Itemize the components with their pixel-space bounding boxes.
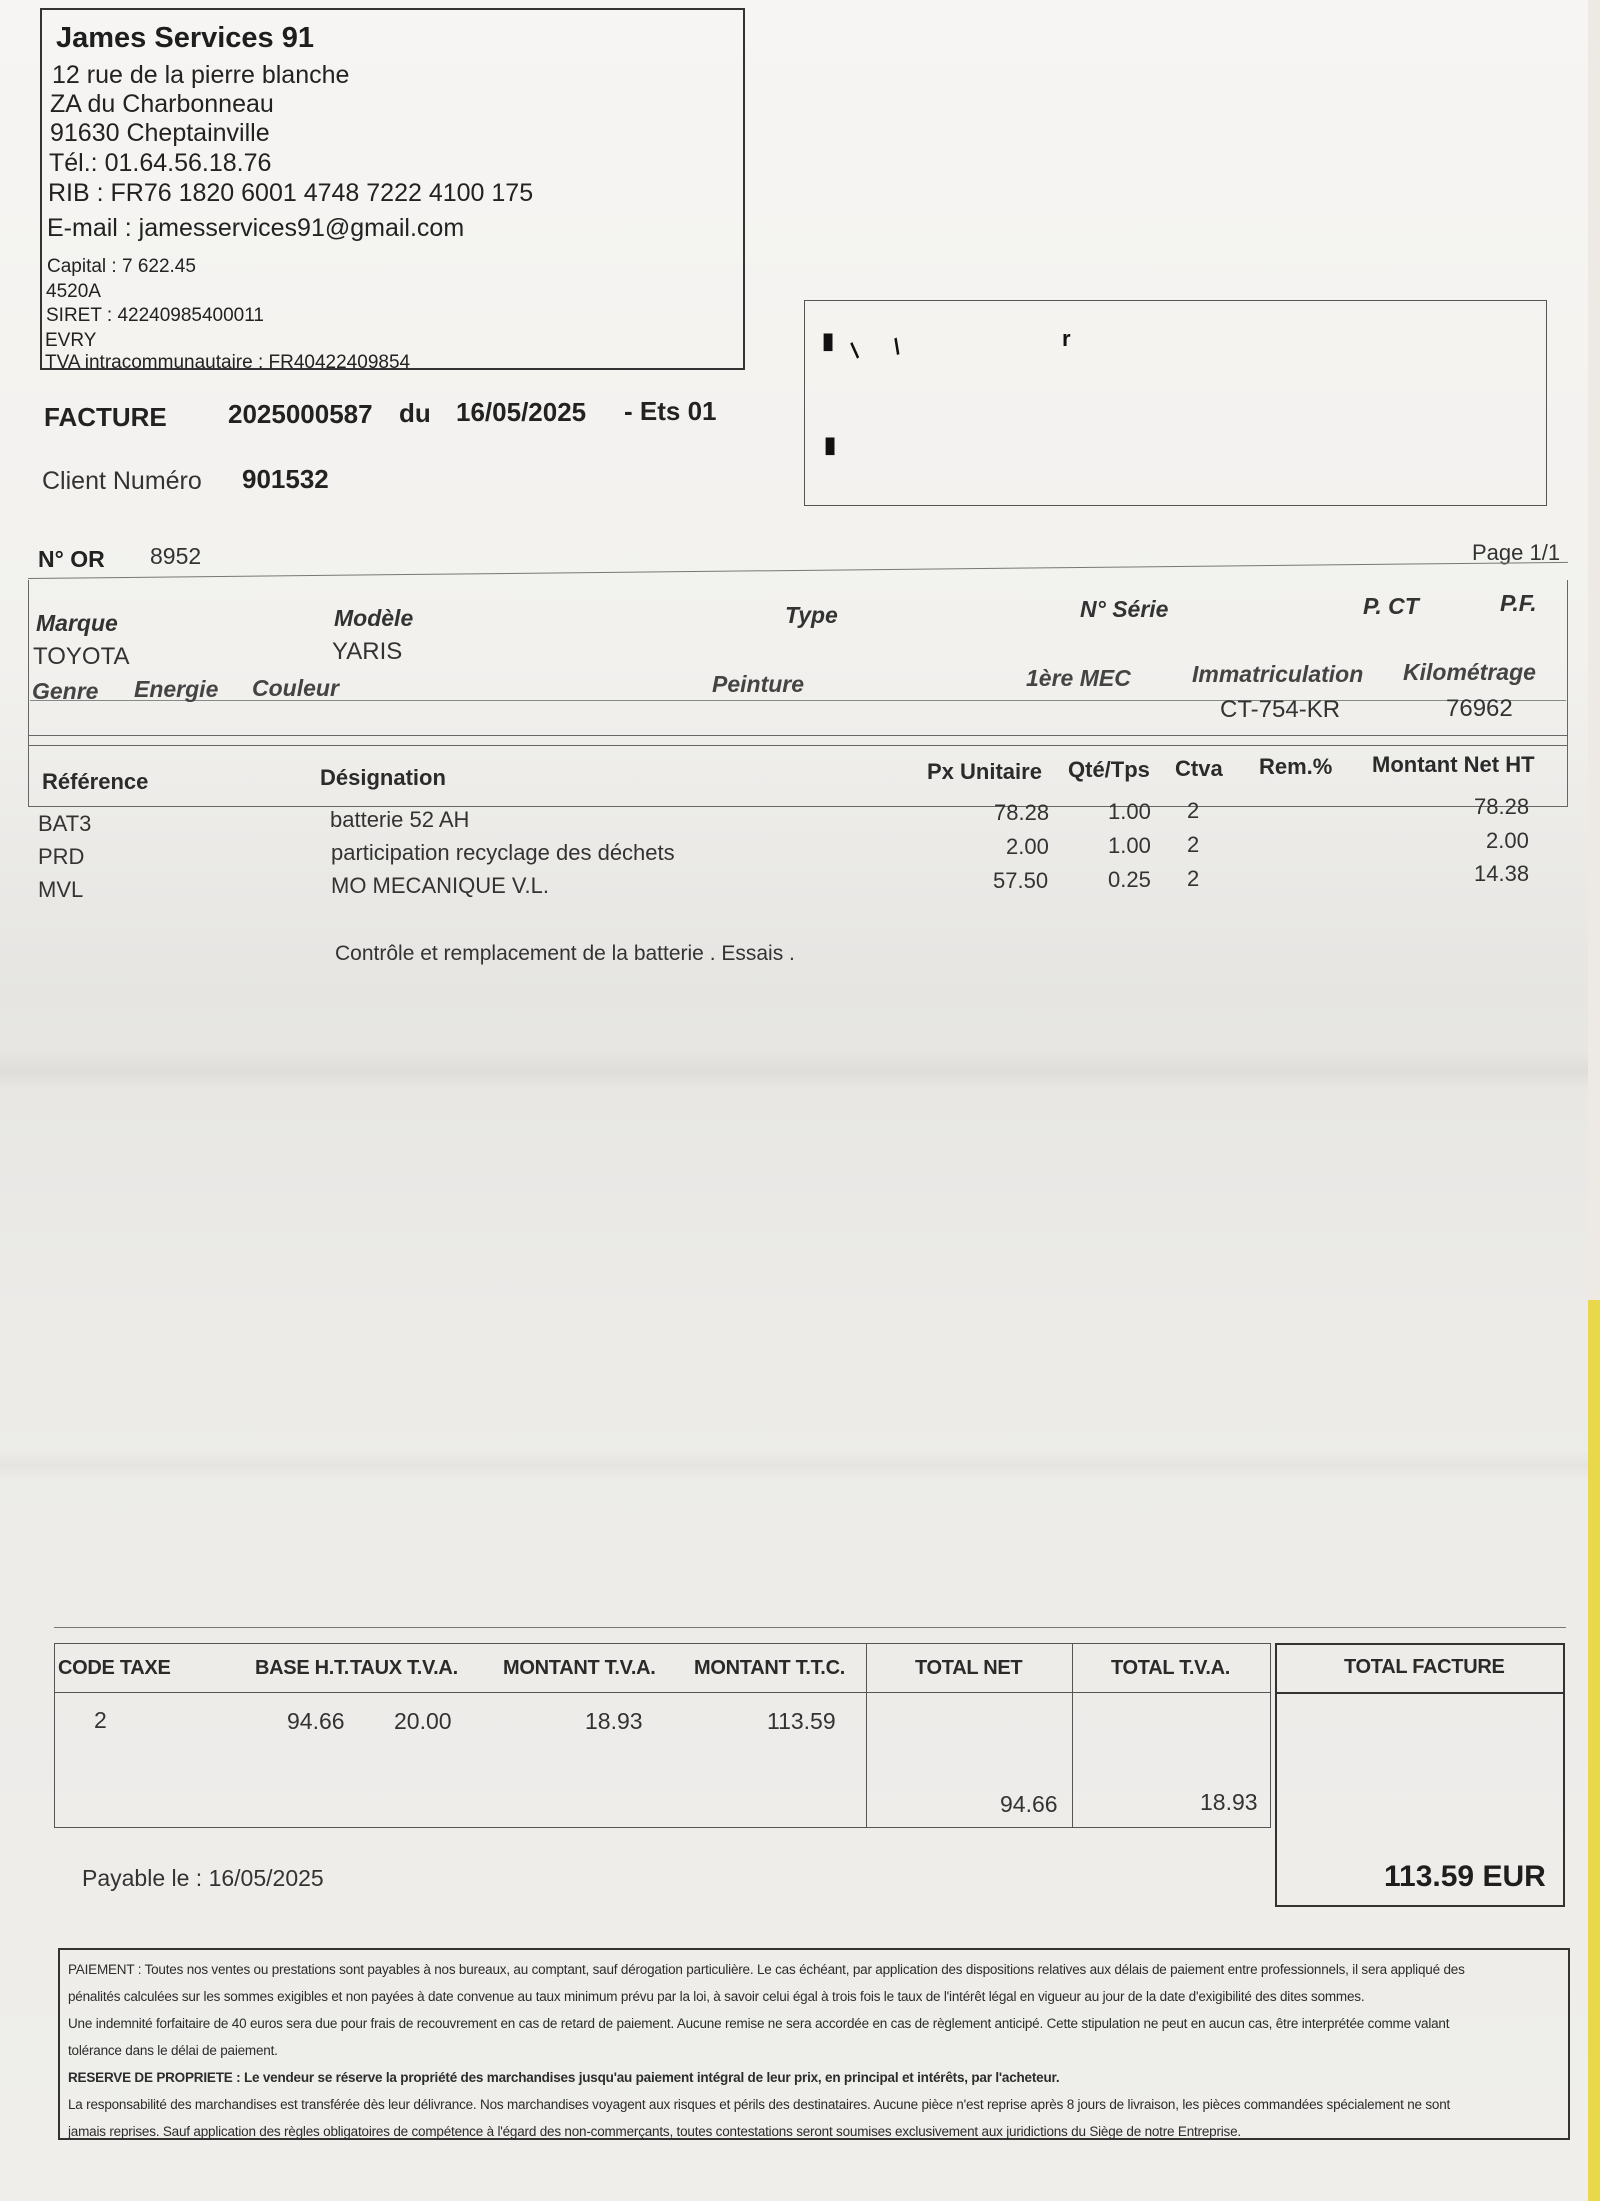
redaction-mark: ▮ [822,328,835,353]
totals-divider-2 [1072,1644,1073,1827]
address-line-1: 12 rue de la pierre blanche [52,61,350,89]
totals-divider-1 [866,1644,867,1827]
row-2-pu: 2.00 [1006,834,1049,859]
or-number: 8952 [150,543,202,569]
code-taxe-header: CODE TAXE [58,1657,171,1679]
total-tva-header: TOTAL T.V.A. [1111,1657,1231,1679]
row-3-pu: 57.50 [993,868,1049,893]
row-3-ref: MVL [38,877,84,902]
mec-header: 1ère MEC [1026,665,1131,691]
legal-conditions-box [58,1948,1570,2140]
legal-reserve: RESERVE DE PROPRIETE : Le vendeur se réserve la propriété des marchandises jusqu'au paiement intégral de leur prix, en principal et intérêts, par l'acheteur. [68,2070,1060,2085]
invoice-date: 16/05/2025 [456,397,587,427]
legal-payment-1: PAIEMENT : Toutes nos ventes ou prestations sont payables à nos bureaux, au comptant, sauf dérogation particulière. Le cas échéant, par application des dispositions relatives aux délais de paiement entre professionnels, il sera appliqué des [68,1962,1465,1977]
date-prefix: du [399,398,431,428]
pct-header: P. CT [1363,593,1419,619]
total-facture-header: TOTAL FACTURE [1344,1656,1505,1678]
modele-value: YARIS [332,638,403,665]
row-1-ctva: 2 [1187,798,1200,823]
type-header: Type [785,602,838,628]
row-2-ctva: 2 [1187,832,1200,857]
row-1-designation: batterie 52 AH [330,807,470,832]
ape-code: 4520A [46,281,101,302]
tva-number: TVA intracommunautaire : FR40422409854 [45,352,411,373]
montant-tva-header: MONTANT T.V.A. [503,1657,656,1679]
code-taxe-value: 2 [94,1707,107,1733]
modele-header: Modèle [334,605,414,631]
paper-fold [0,1450,1588,1480]
row-2-montant: 2.00 [1486,828,1529,853]
col-rem-header: Rem.% [1259,754,1333,779]
redaction-mark: / [889,333,905,360]
kilometrage-value: 76962 [1446,695,1513,722]
row-1-ref: BAT3 [38,811,92,836]
or-label: N° OR [38,546,105,572]
siret: SIRET : 42240985400011 [46,305,264,326]
row-2-ref: PRD [38,844,85,869]
row-2-qte: 1.00 [1108,833,1151,858]
company-name: James Services 91 [56,22,314,54]
pf-header: P.F. [1500,590,1537,616]
col-ref-header: Référence [42,769,149,794]
row-1-pu: 78.28 [994,800,1050,825]
capital: Capital : 7 622.45 [47,256,196,277]
redaction-mark: / [845,338,865,363]
total-facture-value: 113.59 EUR [1384,1860,1546,1893]
client-address-box [804,300,1547,506]
row-3-ctva: 2 [1187,866,1200,891]
base-ht-value: 94.66 [287,1708,345,1734]
invoice-label: FACTURE [44,402,167,432]
montant-tva-value: 18.93 [585,1708,643,1734]
couleur-header: Couleur [252,675,339,701]
address-line-3: 91630 Cheptainville [50,119,270,147]
client-number: 901532 [242,464,329,494]
page-number: Page 1/1 [1472,540,1561,565]
marque-header: Marque [36,610,118,636]
payable-date: Payable le : 16/05/2025 [82,1865,324,1891]
legal-payment-2: pénalités calculées sur les sommes exigibles et non payées à date convenue au taux minimum prévu par la loi, à savoir celui égal à trois fois le taux de l'intérêt légal en vigueur au jour de la date d'exigibilité des dites sommes. [68,1989,1365,2004]
client-number-label: Client Numéro [42,467,202,495]
serie-header: N° Série [1080,596,1169,622]
km-header: Kilométrage [1403,659,1536,685]
lines-header-box [28,735,1568,807]
peinture-header: Peinture [712,671,805,697]
col-designation-header: Désignation [320,765,446,790]
immat-header: Immatriculation [1192,661,1364,687]
redaction-mark: ▮ [824,432,837,457]
taux-tva-value: 20.00 [394,1708,452,1734]
rib: RIB : FR76 1820 6001 4748 7222 4100 175 [48,179,534,207]
phone: Tél.: 01.64.56.18.76 [49,149,272,177]
row-3-qte: 0.25 [1108,867,1151,892]
col-montant-header: Montant Net HT [1372,752,1535,777]
email: E-mail : jamesservices91@gmail.com [47,214,465,242]
col-pu-header: Px Unitaire [927,759,1042,784]
rcs-city: EVRY [45,330,97,351]
energie-header: Energie [134,676,219,702]
totals-box [54,1643,1271,1828]
paper-fold [0,1050,1588,1090]
marque-value: TOYOTA [33,643,130,670]
legal-liability-2: jamais reprises. Sauf application des règles obligatoires de compétence à l'égard des non-commerçants, toutes contestations seront soumises exclusivement aux juridictions du Siège de notre Entreprise. [68,2124,1241,2139]
immatriculation-value: CT-754-KR [1220,696,1341,723]
total-net-value: 94.66 [1000,1791,1058,1817]
total-tva-value: 18.93 [1200,1789,1258,1815]
vehicle-top-border [28,562,1568,579]
work-note: Contrôle et remplacement de la batterie . Essais . [335,942,795,965]
row-2-designation: participation recyclage des déchets [331,840,675,865]
legal-liability-1: La responsabilité des marchandises est transférée dès leur délivrance. Nos marchandises voyagent aux risques et périls des destinataires. Aucune pièce n'est reprise après 8 jours de livraison, les pièces commandées spécialement ne sont [68,2097,1451,2112]
total-facture-rule [1276,1692,1564,1694]
address-line-2: ZA du Charbonneau [50,90,274,118]
genre-header: Genre [32,678,99,704]
row-3-montant: 14.38 [1474,861,1530,886]
col-qte-header: Qté/Tps [1068,757,1150,782]
montant-ttc-value: 113.59 [767,1708,836,1734]
redaction-mark: r [1062,326,1071,351]
montant-ttc-header: MONTANT T.T.C. [694,1657,845,1679]
total-net-header: TOTAL NET [915,1657,1023,1679]
invoice-number: 2025000587 [228,399,373,429]
totals-top-rule [54,1627,1566,1628]
row-1-montant: 78.28 [1474,794,1530,819]
legal-payment-4: tolérance dans le délai de paiement. [68,2043,278,2058]
totals-header-rule [55,1692,1270,1693]
taux-tva-header: TAUX T.V.A. [350,1657,458,1679]
legal-payment-3: Une indemnité forfaitaire de 40 euros sera due pour frais de recouvrement en cas de retard de paiement. Aucune remise ne sera accordée en cas de règlement anticipé. Cette stipulation ne peut en aucun cas, être interprétée comme valant [68,2016,1450,2031]
establishment: - Ets 01 [624,396,717,426]
col-ctva-header: Ctva [1175,756,1223,781]
base-ht-header: BASE H.T. [255,1657,349,1679]
row-1-qte: 1.00 [1108,799,1151,824]
row-3-designation: MO MECANIQUE V.L. [331,873,550,898]
